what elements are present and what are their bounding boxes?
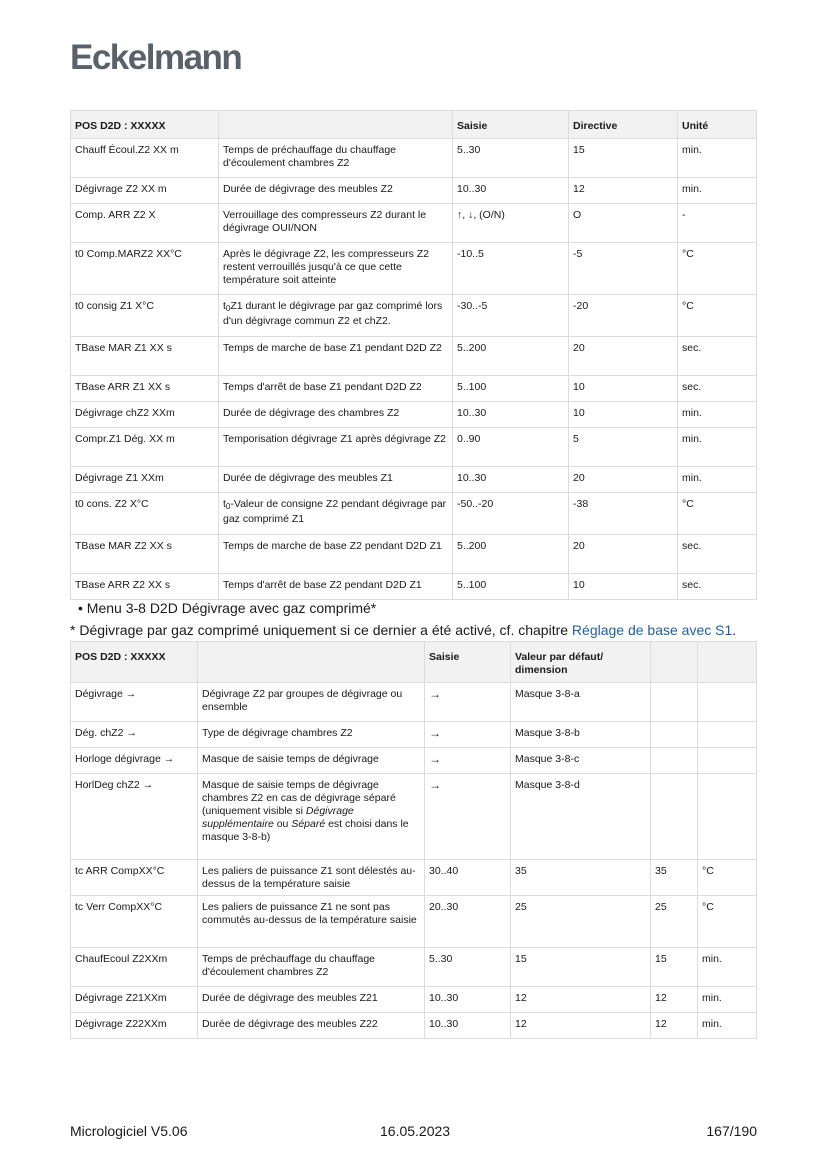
eckelmann-logo: Eckelmann	[70, 38, 242, 77]
table-row	[71, 987, 757, 1013]
cell-description: Dégivrage Z2 par groupes de dégivrage ou ensemble	[198, 683, 425, 722]
cell-saisie: 10..30	[453, 402, 569, 428]
cell-unite: -	[678, 204, 757, 243]
header-unite: Unité	[678, 111, 757, 139]
cell-value: 35	[651, 860, 698, 896]
cell-description: Temps de marche de base Z1 pendant D2D Z2	[219, 337, 453, 376]
cell-directive: O	[569, 204, 678, 243]
cell-unite: min.	[678, 402, 757, 428]
header-default-value: Valeur par défaut/ dimension	[511, 642, 651, 683]
cell-description-text: est choisi dans le masque 3-8-b)	[202, 818, 409, 843]
cell-description: Durée de dégivrage des meubles Z2	[219, 178, 453, 204]
cell-directive: -38	[569, 493, 678, 535]
cell-pos: ChaufEcoul Z2XXm	[71, 948, 198, 987]
cell-unit	[698, 722, 757, 748]
cell-saisie: ↑, ↓, (O/N)	[453, 204, 569, 243]
cell-saisie: 10..30	[453, 178, 569, 204]
cell-directive: 10	[569, 376, 678, 402]
cell-value: 25	[651, 896, 698, 948]
cell-description: Temps de préchauffage du chauffage d'écoulement chambres Z2	[198, 948, 425, 987]
cell-description: Durée de dégivrage des meubles Z1	[219, 467, 453, 493]
table-row	[71, 337, 757, 376]
cell-saisie: -30..-5	[453, 295, 569, 337]
cell-default: 15	[511, 948, 651, 987]
cell-directive: -5	[569, 243, 678, 295]
cell-pos: TBase ARR Z2 XX s	[71, 574, 219, 600]
footnote-text: * Dégivrage par gaz comprimé uniquement si ce dernier a été activé, cf. chapitre	[70, 622, 572, 638]
cell-pos: Comp. ARR Z2 X	[71, 204, 219, 243]
cell-saisie: 10..30	[425, 1013, 511, 1039]
cell-default: Masque 3-8-d	[511, 774, 651, 860]
parameter-table-d2d	[70, 110, 757, 600]
cell-saisie: 20..30	[425, 896, 511, 948]
cell-directive: -20	[569, 295, 678, 337]
cell-pos: t0 consig Z1 X°C	[71, 295, 219, 337]
cell-saisie: →	[425, 722, 511, 748]
table-row	[71, 493, 757, 535]
cell-description: Verrouillage des compresseurs Z2 durant le dégivrage OUI/NON	[219, 204, 453, 243]
cell-description: Temps d'arrêt de base Z2 pendant D2D Z1	[219, 574, 453, 600]
cell-unite: min.	[678, 428, 757, 467]
table-row	[71, 535, 757, 574]
cell-saisie: 5..200	[453, 337, 569, 376]
cell-saisie: -10..5	[453, 243, 569, 295]
cell-saisie: 5..200	[453, 535, 569, 574]
cell-description: Masque de saisie temps de dégivrage	[198, 748, 425, 774]
table-row	[71, 467, 757, 493]
cell-value: 15	[651, 948, 698, 987]
cell-pos: TBase MAR Z2 XX s	[71, 535, 219, 574]
table-row	[71, 139, 757, 178]
table-row	[71, 204, 757, 243]
cell-value	[651, 774, 698, 860]
cell-saisie: 10..30	[453, 467, 569, 493]
cell-saisie: 30..40	[425, 860, 511, 896]
cell-description-text: Masque de saisie temps de dégivrage chambres Z2 en cas de dégivrage séparé (uniquement visible si	[202, 779, 396, 817]
footer-page-number: 167/190	[706, 1123, 757, 1139]
cell-value: 12	[651, 1013, 698, 1039]
cell-saisie: →	[425, 748, 511, 774]
table-header-row	[71, 642, 757, 683]
header-saisie: Saisie	[453, 111, 569, 139]
cell-pos: tc ARR CompXX°C	[71, 860, 198, 896]
cell-description: Temps d'arrêt de base Z1 pendant D2D Z2	[219, 376, 453, 402]
cell-description: Durée de dégivrage des meubles Z21	[198, 987, 425, 1013]
cell-unite: °C	[678, 493, 757, 535]
cell-pos: Chauff Écoul.Z2 XX m	[71, 139, 219, 178]
header-description	[198, 642, 425, 683]
cell-description	[219, 493, 453, 535]
table-row	[71, 428, 757, 467]
cell-description-text: ou	[273, 818, 292, 830]
cell-default: 12	[511, 1013, 651, 1039]
italic-option-separe: Séparé	[291, 818, 326, 830]
cell-unite: sec.	[678, 376, 757, 402]
table-header-row	[71, 111, 757, 139]
cell-directive: 20	[569, 467, 678, 493]
cell-description: Durée de dégivrage des meubles Z22	[198, 1013, 425, 1039]
cell-pos: HorlDeg chZ2 →	[71, 774, 198, 860]
header-saisie: Saisie	[425, 642, 511, 683]
cell-unite: min.	[678, 139, 757, 178]
cell-pos: Dégivrage Z22XXm	[71, 1013, 198, 1039]
cell-saisie: →	[425, 683, 511, 722]
cell-description: Les paliers de puissance Z1 ne sont pas commutés au-dessus de la température saisie	[198, 896, 425, 948]
cell-directive: 10	[569, 402, 678, 428]
parameter-table-menu-3-8	[70, 641, 757, 1039]
cell-pos: TBase MAR Z1 XX s	[71, 337, 219, 376]
cell-unit: °C	[698, 896, 757, 948]
cell-value: 12	[651, 987, 698, 1013]
cell-pos: Compr.Z1 Dég. XX m	[71, 428, 219, 467]
header-empty	[651, 642, 698, 683]
cell-description: Temps de marche de base Z2 pendant D2D Z1	[219, 535, 453, 574]
t-symbol: t	[223, 300, 226, 312]
cell-saisie: 5..30	[425, 948, 511, 987]
cell-unite: sec.	[678, 535, 757, 574]
cell-saisie: →	[425, 774, 511, 860]
cell-unit: min.	[698, 948, 757, 987]
cell-directive: 20	[569, 535, 678, 574]
cell-unit	[698, 748, 757, 774]
cell-saisie: 10..30	[425, 987, 511, 1013]
footnote-end: .	[732, 622, 737, 638]
header-empty	[698, 642, 757, 683]
cell-value	[651, 748, 698, 774]
cell-directive: 12	[569, 178, 678, 204]
cell-pos: t0 Comp.MARZ2 XX°C	[71, 243, 219, 295]
cell-description: Temporisation dégivrage Z1 après dégivrage Z2	[219, 428, 453, 467]
cell-directive: 20	[569, 337, 678, 376]
subscript-zero: 0	[225, 502, 231, 511]
table-row	[71, 722, 757, 748]
table-row	[71, 376, 757, 402]
footer-firmware-version: Micrologiciel V5.06	[70, 1123, 188, 1139]
cell-saisie: 0..90	[453, 428, 569, 467]
cell-default: 35	[511, 860, 651, 896]
cell-pos: Dégivrage chZ2 XXm	[71, 402, 219, 428]
cell-value	[651, 722, 698, 748]
cell-default: 12	[511, 987, 651, 1013]
cell-unite: °C	[678, 243, 757, 295]
table-row	[71, 860, 757, 896]
cell-unit: °C	[698, 860, 757, 896]
cell-unit	[698, 683, 757, 722]
cell-description: Après le dégivrage Z2, les compresseurs Z2 restent verrouillés jusqu'à ce que cette température soit atteinte	[219, 243, 453, 295]
table-row	[71, 178, 757, 204]
cell-default: 25	[511, 896, 651, 948]
table-row	[71, 948, 757, 987]
table-row	[71, 683, 757, 722]
table-row	[71, 402, 757, 428]
cell-pos: Dégivrage Z1 XXm	[71, 467, 219, 493]
table-row	[71, 1013, 757, 1039]
t-symbol: t	[223, 498, 226, 510]
cell-directive: 5	[569, 428, 678, 467]
cell-directive: 10	[569, 574, 678, 600]
cell-unit: min.	[698, 1013, 757, 1039]
cell-saisie: 5..100	[453, 376, 569, 402]
cell-default: Masque 3-8-b	[511, 722, 651, 748]
cell-unite: °C	[678, 295, 757, 337]
table-row	[71, 574, 757, 600]
cell-pos: Dég. chZ2 →	[71, 722, 198, 748]
cell-pos: Horloge dégivrage →	[71, 748, 198, 774]
cell-pos: Dégivrage Z21XXm	[71, 987, 198, 1013]
menu-bullet: • Menu 3-8 D2D Dégivrage avec gaz comprimé*	[78, 600, 377, 616]
cell-description: Temps de préchauffage du chauffage d'écoulement chambres Z2	[219, 139, 453, 178]
cell-saisie: 5..30	[453, 139, 569, 178]
cell-unite: min.	[678, 467, 757, 493]
cell-unite: min.	[678, 178, 757, 204]
cell-description: Les paliers de puissance Z1 sont délestés au-dessus de la température saisie	[198, 860, 425, 896]
table-row	[71, 243, 757, 295]
cell-description	[219, 295, 453, 337]
table-row	[71, 748, 757, 774]
cell-pos: Dégivrage Z2 XX m	[71, 178, 219, 204]
cell-unit	[698, 774, 757, 860]
header-pos: POS D2D : XXXXX	[71, 642, 198, 683]
cell-saisie: -50..-20	[453, 493, 569, 535]
cell-default: Masque 3-8-c	[511, 748, 651, 774]
table-row	[71, 896, 757, 948]
header-description	[219, 111, 453, 139]
cell-default: Masque 3-8-a	[511, 683, 651, 722]
cell-saisie: 5..100	[453, 574, 569, 600]
table-row	[71, 774, 757, 860]
cell-unite: sec.	[678, 337, 757, 376]
footer-date: 16.05.2023	[380, 1123, 451, 1139]
cell-unite: sec.	[678, 574, 757, 600]
footnote	[70, 622, 736, 638]
cell-description-text: -Valeur de consigne Z2 pendant dégivrage par gaz comprimé Z1	[223, 498, 447, 525]
cell-description: Durée de dégivrage des chambres Z2	[219, 402, 453, 428]
cell-pos: t0 cons. Z2 X°C	[71, 493, 219, 535]
cell-pos: tc Verr CompXX°C	[71, 896, 198, 948]
subscript-zero: 0	[225, 304, 231, 313]
header-directive: Directive	[569, 111, 678, 139]
cell-description-text: Z1 durant le dégivrage par gaz comprimé lors d'un dégivrage commun Z2 et chZ2.	[223, 300, 443, 327]
cell-unit: min.	[698, 987, 757, 1013]
cell-description: Type de dégivrage chambres Z2	[198, 722, 425, 748]
cell-directive: 15	[569, 139, 678, 178]
cell-description	[198, 774, 425, 860]
header-pos: POS D2D : XXXXX	[71, 111, 219, 139]
italic-option-supplementaire: Dégivrage supplémentaire	[202, 805, 354, 830]
chapter-link[interactable]: Réglage de base avec S1	[571, 622, 733, 638]
cell-pos: TBase ARR Z1 XX s	[71, 376, 219, 402]
cell-value	[651, 683, 698, 722]
cell-pos: Dégivrage →	[71, 683, 198, 722]
table-row	[71, 295, 757, 337]
